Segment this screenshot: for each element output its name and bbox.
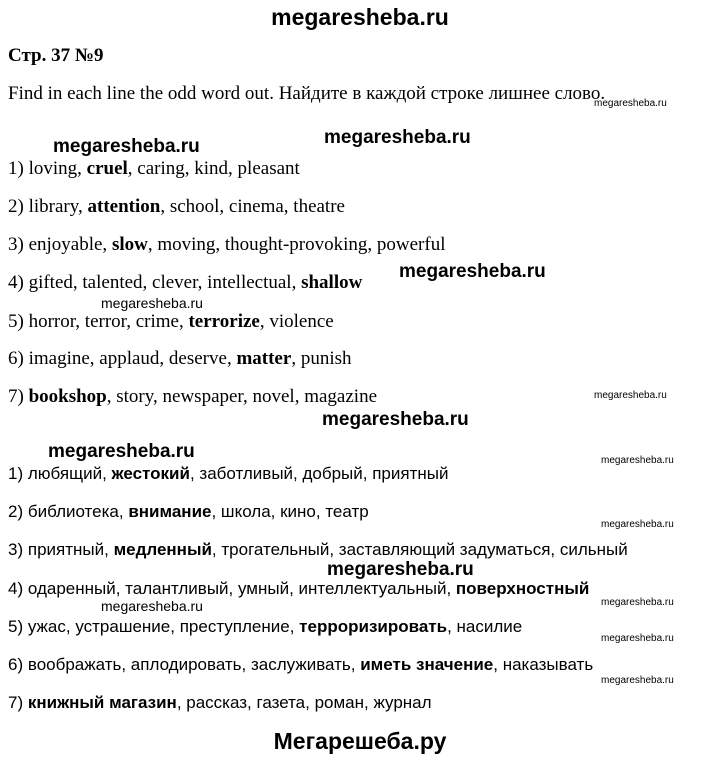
odd-word: terrorize [188, 311, 260, 332]
instructions: Find in each line the odd word out. Найдите в каждой строке лишнее слово. [8, 83, 606, 104]
odd-word: slow [111, 234, 148, 255]
russian-line-5: 5) ужас, устрашение, преступление, терроризировать, насилие [8, 617, 523, 636]
odd-word: жестокий [111, 464, 190, 483]
odd-word: attention [87, 196, 161, 217]
odd-word: shallow [301, 272, 363, 293]
english-line-1: 1) loving, cruel, caring, kind, pleasant [8, 158, 300, 179]
english-line-2: 2) library, attention, school, cinema, theatre [8, 196, 345, 217]
odd-word: иметь значение [360, 655, 494, 674]
watermark: megaresheba.ru [53, 136, 200, 157]
odd-word: matter [236, 348, 292, 369]
english-line-5: 5) horror, terror, crime, terrorize, violence [8, 311, 334, 332]
watermark: megaresheba.ru [594, 390, 667, 401]
watermark: megaresheba.ru [324, 127, 471, 148]
site-header: megaresheba.ru [271, 4, 449, 30]
odd-word: cruel [86, 158, 128, 179]
watermark: megaresheba.ru [322, 409, 469, 430]
watermark: megaresheba.ru [399, 261, 546, 282]
watermark: megaresheba.ru [601, 633, 674, 644]
english-line-4: 4) gifted, talented, clever, intellectual, shallow [8, 272, 363, 293]
odd-word: внимание [128, 502, 212, 521]
odd-word: bookshop [28, 386, 107, 407]
russian-line-3: 3) приятный, медленный, трогательный, заставляющий задуматься, сильный [8, 540, 628, 559]
site-footer: Мегарешеба.ру [273, 728, 447, 754]
english-line-7: 7) bookshop, story, newspaper, novel, magazine [8, 386, 377, 407]
watermark: megaresheba.ru [594, 98, 667, 109]
watermark: megaresheba.ru [101, 295, 203, 311]
odd-word: поверхностный [455, 579, 590, 598]
watermark: megaresheba.ru [601, 455, 674, 466]
russian-line-6: 6) воображать, аплодировать, заслуживать, иметь значение, наказывать [8, 655, 594, 674]
watermark: megaresheba.ru [601, 519, 674, 530]
english-line-6: 6) imagine, applaud, deserve, matter, punish [8, 348, 352, 369]
english-line-3: 3) enjoyable, slow, moving, thought-provoking, powerful [8, 234, 446, 255]
odd-word: книжный магазин [27, 693, 177, 712]
russian-line-4: 4) одаренный, талантливый, умный, интеллектуальный, поверхностный [8, 579, 590, 598]
russian-line-1: 1) любящий, жестокий, заботливый, добрый, приятный [8, 464, 449, 483]
watermark: megaresheba.ru [48, 441, 195, 462]
task-number: Стр. 37 №9 [8, 45, 104, 66]
watermark: megaresheba.ru [327, 559, 474, 580]
watermark: megaresheba.ru [601, 675, 674, 686]
russian-line-7: 7) книжный магазин, рассказ, газета, роман, журнал [8, 693, 432, 712]
watermark: megaresheba.ru [601, 597, 674, 608]
odd-word: терроризировать [299, 617, 448, 636]
russian-line-2: 2) библиотека, внимание, школа, кино, театр [8, 502, 369, 521]
odd-word: медленный [113, 540, 212, 559]
watermark: megaresheba.ru [101, 598, 203, 614]
